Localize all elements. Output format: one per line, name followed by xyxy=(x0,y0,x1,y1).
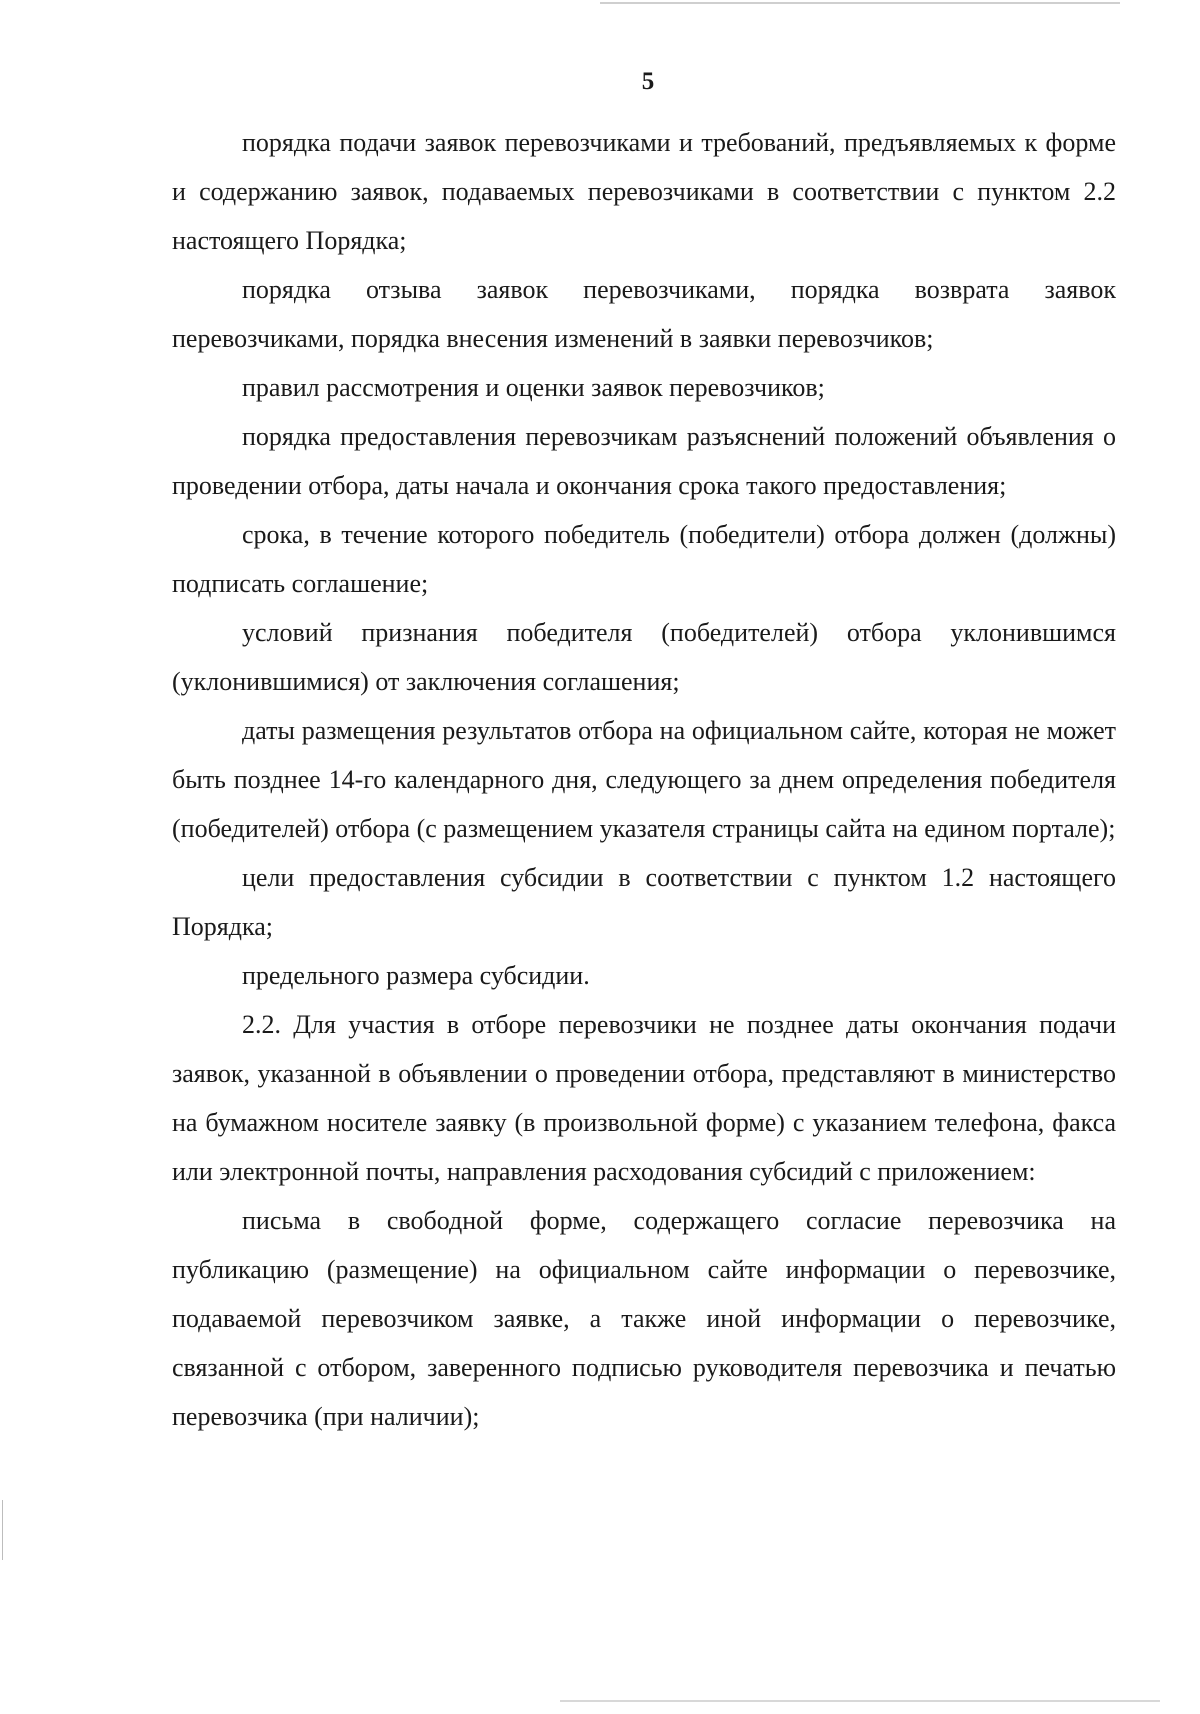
paragraph: срока, в течение которого победитель (победители) отбора должен (должны) подписать соглашение; xyxy=(172,520,1116,598)
paragraph: предельного размера субсидии. xyxy=(242,961,590,990)
document-body xyxy=(172,118,1116,1441)
paragraph: 2.2. Для участия в отборе перевозчики не позднее даты окончания подачи заявок, указанной в объявлении о проведении отбора, представляют в министерство на бумажном носителе заявку (в произвольной форме) с указанием телефона, факса или электронной почты, направления расходования субсидий с приложением: xyxy=(172,1010,1116,1186)
paragraph: порядка подачи заявок перевозчиками и требований, предъявляемых к форме и содержанию заявок, подаваемых перевозчиками в соответствии с пунктом 2.2 настоящего Порядка; xyxy=(172,128,1116,255)
paragraph: условий признания победителя (победителей) отбора уклонившимся (уклонившимися) от заключения соглашения; xyxy=(172,618,1116,696)
scan-edge-top xyxy=(600,2,1120,4)
paragraph: цели предоставления субсидии в соответствии с пунктом 1.2 настоящего Порядка; xyxy=(172,863,1116,941)
paragraph: даты размещения результатов отбора на официальном сайте, которая не может быть позднее 14-го календарного дня, следующего за днем определения победителя (победителей) отбора (с размещением указателя страницы сайта на едином портале); xyxy=(172,716,1116,843)
paragraph: порядка предоставления перевозчикам разъяснений положений объявления о проведении отбора, даты начала и окончания срока такого предоставления; xyxy=(172,422,1116,500)
page-number: 5 xyxy=(641,68,655,95)
paragraph: порядка отзыва заявок перевозчиками, порядка возврата заявок перевозчиками, порядка внесения изменений в заявки перевозчиков; xyxy=(172,275,1116,353)
paragraph: правил рассмотрения и оценки заявок перевозчиков; xyxy=(242,373,825,402)
paragraph: письма в свободной форме, содержащего согласие перевозчика на публикацию (размещение) на официальном сайте информации о перевозчике, подаваемой перевозчиком заявке, а также иной информации о перевозчике, связанной с отбором, заверенного подписью руководителя перевозчика и печатью перевозчика (при наличии); xyxy=(172,1206,1116,1431)
scan-edge-bottom xyxy=(560,1700,1160,1702)
scan-edge-left xyxy=(2,1500,3,1560)
